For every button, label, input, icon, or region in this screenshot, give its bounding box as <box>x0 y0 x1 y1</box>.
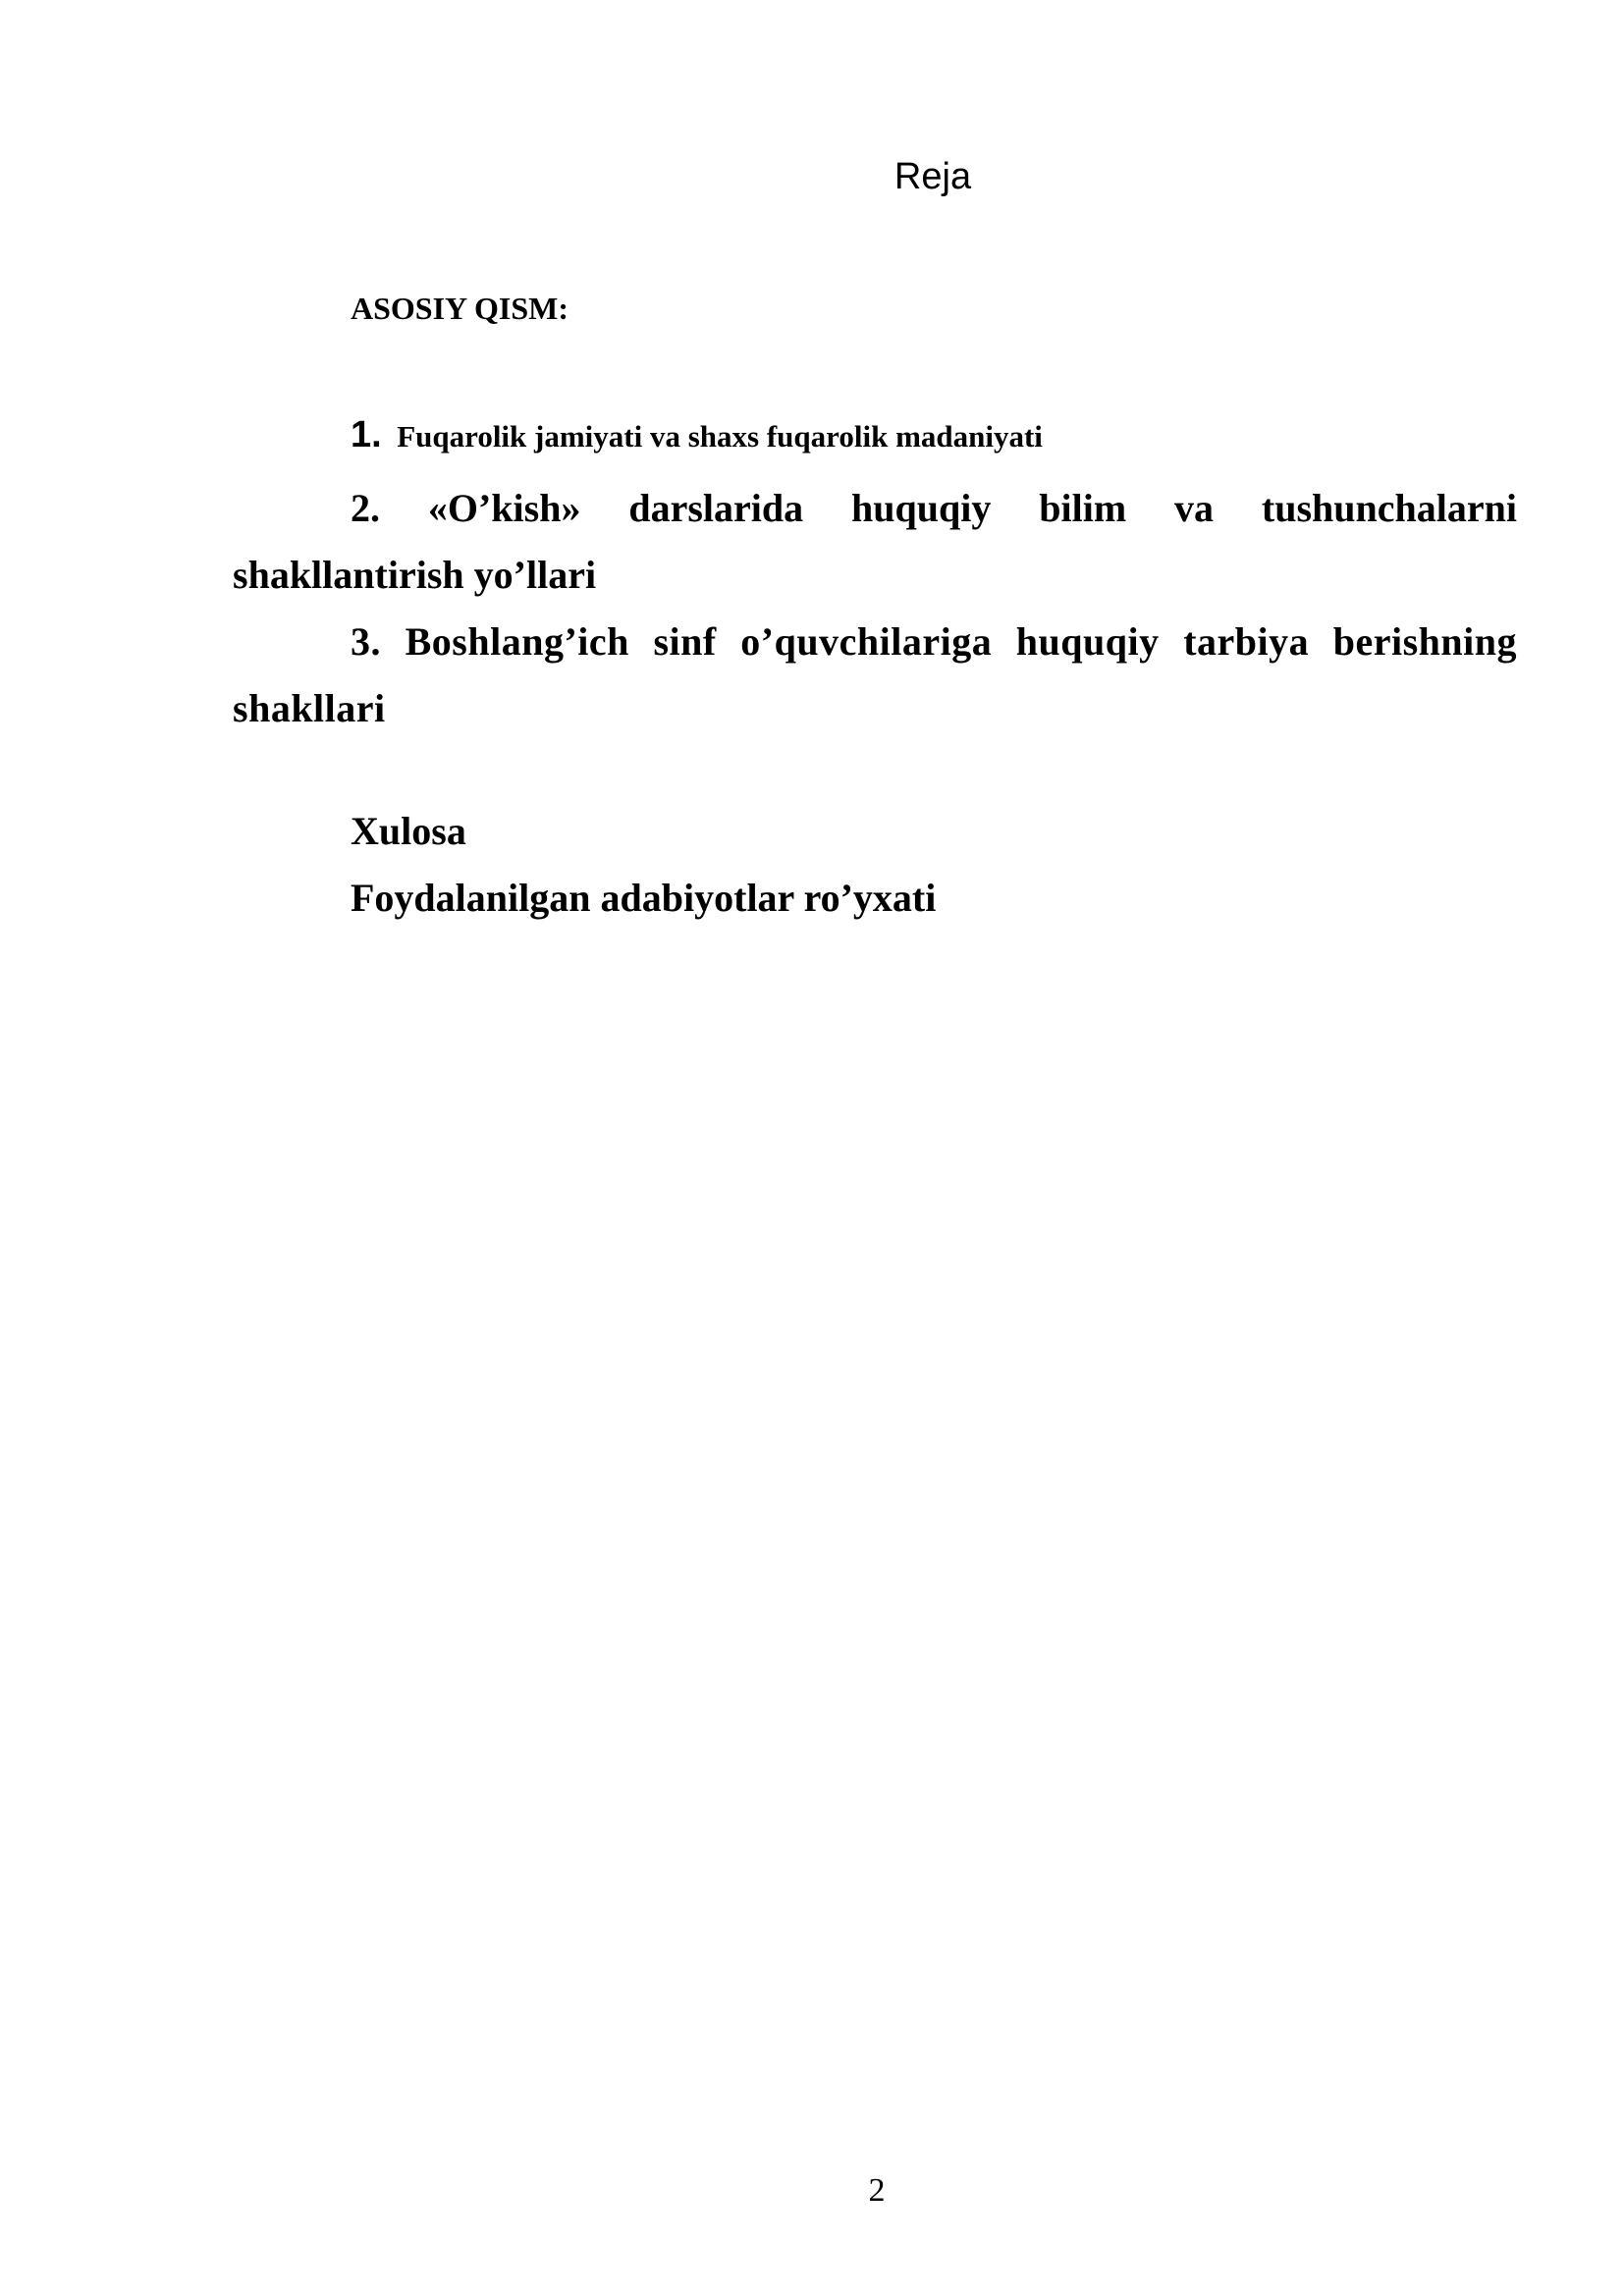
page-number: 2 <box>868 2172 886 2209</box>
plan-item-1 <box>233 413 1517 458</box>
plan-item-2-text: «O’kish» darslarida huquqiy bilim va tushunchalarni shakllantirish yo’llari <box>233 486 1517 597</box>
conclusion-heading: Xulosa <box>351 809 466 853</box>
plan-item-3-text: Boshlang’ich sinf o’quvchilariga huquqiy tarbiya berishning shakllari <box>233 619 1518 730</box>
plan-item-1-text: Fuqarolik jamiyati va shaxs fuqarolik madaniyati <box>397 419 1043 454</box>
plan-item-1-number: 1. <box>351 414 382 455</box>
section-heading: ASOSIY QISM: <box>351 291 568 326</box>
plan-item-2-number: 2. <box>351 486 380 530</box>
page-title: Reja <box>893 156 972 197</box>
plan-item-3 <box>233 609 1517 742</box>
references-heading: Foydalanilgan adabiyotlar ro’yxati <box>351 876 937 920</box>
plan-item-3-number: 3. <box>351 619 381 664</box>
plan-item-2 <box>233 475 1517 609</box>
